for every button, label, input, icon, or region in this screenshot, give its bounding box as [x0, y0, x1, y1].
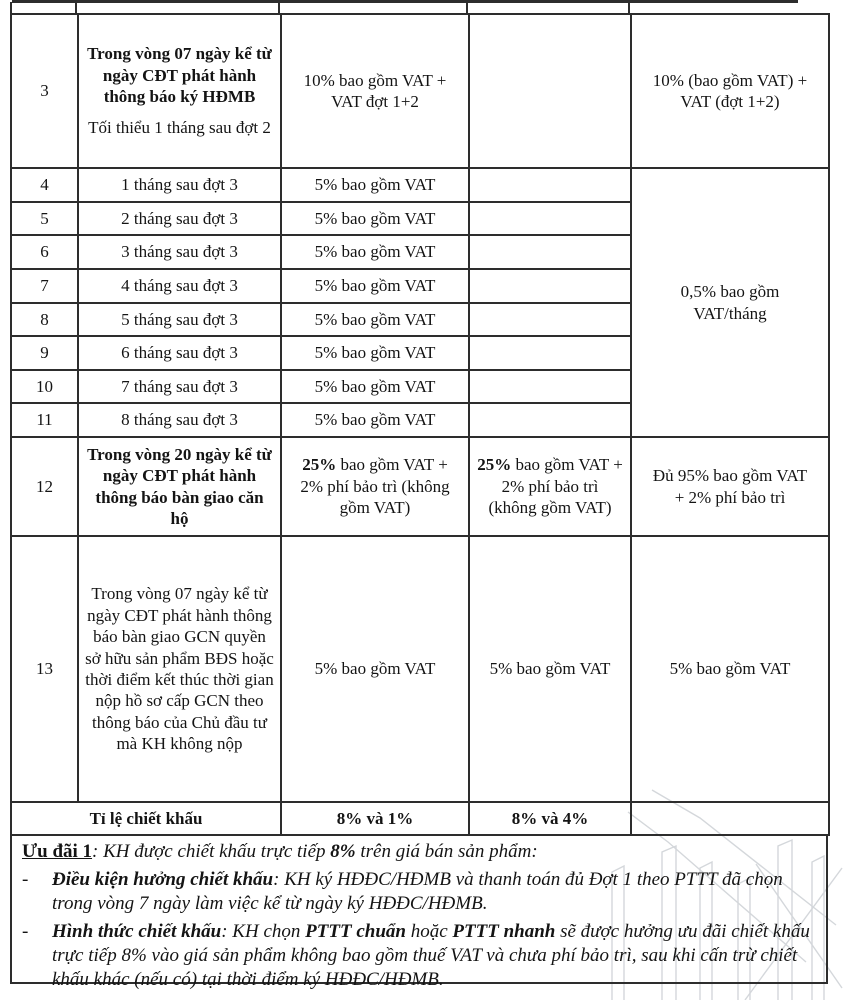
- row-number-cell: 3: [11, 14, 78, 168]
- table-row: [11, 536, 829, 802]
- payment-cell: Đủ 95% bao gồm VAT + 2% phí bảo trì: [631, 437, 829, 536]
- table-row: [11, 437, 829, 536]
- milestone-cell: 4 tháng sau đợt 3: [78, 269, 281, 303]
- payment-cell-empty: [469, 269, 631, 303]
- payment-cell: 5% bao gồm VAT: [281, 303, 469, 336]
- milestone-cell: 6 tháng sau đợt 3: [78, 336, 281, 370]
- discount-rate-cell-empty: [631, 802, 829, 835]
- promo-intro-line: Ưu đãi 1: KH được chiết khấu trực tiếp 8% trên giá bán sản phẩm:: [22, 841, 538, 862]
- payment-cell: 5% bao gồm VAT: [281, 336, 469, 370]
- milestone-main-text: Trong vòng 07 ngày kể từ ngày CĐT phát hành thông báo ký HĐMB: [87, 44, 272, 106]
- milestone-cell: 8 tháng sau đợt 3: [78, 403, 281, 437]
- row-number-cell: 11: [11, 403, 78, 437]
- payment-schedule-table: [10, 13, 830, 836]
- milestone-cell: 7 tháng sau đợt 3: [78, 370, 281, 403]
- row-number-cell: 5: [11, 202, 78, 235]
- promo-box: [10, 834, 828, 990]
- payment-cell-empty: [469, 370, 631, 403]
- discount-rate-label: Tỉ lệ chiết khấu: [11, 802, 281, 835]
- row-number-cell: 8: [11, 303, 78, 336]
- payment-cell: 10% (bao gồm VAT) + VAT (đợt 1+2): [631, 14, 829, 168]
- milestone-cell: 5 tháng sau đợt 3: [78, 303, 281, 336]
- payment-cell: 5% bao gồm VAT: [281, 269, 469, 303]
- discount-rate-cell: 8% và 4%: [469, 802, 631, 835]
- milestone-cell: [78, 14, 281, 168]
- row-number-cell: 4: [11, 168, 78, 202]
- row-number-cell: 12: [11, 437, 78, 536]
- payment-cell-empty: [469, 403, 631, 437]
- promo-bullet-form: - Hình thức chiết khấu: KH chọn PTTT chuẩn hoặc PTTT nhanh sẽ được hưởng ưu đãi chiết khấu trực tiếp 8% vào giá sản phẩm không bao gồm thuế VAT và chưa phí bảo trì, sau khi cấn trừ chiết khấu khác (nếu có) tại thời điểm ký HĐĐC/HĐMB.: [22, 921, 810, 990]
- payment-cell: 5% bao gồm VAT: [281, 235, 469, 269]
- bullet-dash: -: [22, 869, 29, 890]
- table-row: [11, 14, 829, 168]
- payment-cell: 5% bao gồm VAT: [281, 370, 469, 403]
- payment-cell-empty: [469, 202, 631, 235]
- cutoff-row-border: [12, 0, 798, 3]
- payment-cell: 10% bao gồm VAT + VAT đợt 1+2: [281, 14, 469, 168]
- row-number-cell: 7: [11, 269, 78, 303]
- payment-cell-merged: 0,5% bao gồm VAT/tháng: [631, 168, 829, 437]
- milestone-cell: 1 tháng sau đợt 3: [78, 168, 281, 202]
- payment-cell-empty: [469, 303, 631, 336]
- milestone-note-text: Tối thiểu 1 tháng sau đợt 2: [88, 118, 271, 138]
- payment-cell: 5% bao gồm VAT: [469, 536, 631, 802]
- discount-rate-row: [11, 802, 829, 835]
- discount-rate-cell: 8% và 1%: [281, 802, 469, 835]
- milestone-cell: 2 tháng sau đợt 3: [78, 202, 281, 235]
- payment-cell: 25% bao gồm VAT + 2% phí bảo trì (không gồm VAT): [469, 437, 631, 536]
- milestone-cell: Trong vòng 20 ngày kể từ ngày CĐT phát hành thông báo bàn giao căn hộ: [78, 437, 281, 536]
- payment-cell: 5% bao gồm VAT: [281, 403, 469, 437]
- milestone-cell: Trong vòng 07 ngày kể từ ngày CĐT phát hành thông báo bàn giao GCN quyền sở hữu sản phẩm BĐS hoặc thời điểm kết thúc thời gian nộp hồ sơ cấp GCN theo thông báo của Chủ đầu tư mà KH không nộp: [78, 536, 281, 802]
- payment-cell: 25% bao gồm VAT + 2% phí bảo trì (không gồm VAT): [281, 437, 469, 536]
- bullet-dash: -: [22, 921, 29, 942]
- payment-cell: 5% bao gồm VAT: [281, 202, 469, 235]
- row-number-cell: 10: [11, 370, 78, 403]
- milestone-cell: 3 tháng sau đợt 3: [78, 235, 281, 269]
- row-number-cell: 13: [11, 536, 78, 802]
- table-row: [11, 168, 829, 202]
- payment-cell-empty: [469, 235, 631, 269]
- payment-cell-empty: [469, 336, 631, 370]
- promo-title: Ưu đãi 1: [22, 841, 93, 862]
- payment-cell: 5% bao gồm VAT: [631, 536, 829, 802]
- row-number-cell: 9: [11, 336, 78, 370]
- payment-cell-empty: [469, 168, 631, 202]
- payment-cell: 5% bao gồm VAT: [281, 168, 469, 202]
- row-number-cell: 6: [11, 235, 78, 269]
- payment-cell: 5% bao gồm VAT: [281, 536, 469, 802]
- payment-cell-empty: [469, 14, 631, 168]
- promo-bullet-condition: - Điều kiện hưởng chiết khấu: KH ký HĐĐC/HĐMB và thanh toán đủ Đợt 1 theo PTTT đã chọn trong vòng 7 ngày làm việc kể từ ngày ký HĐĐC/HĐMB.: [22, 869, 783, 914]
